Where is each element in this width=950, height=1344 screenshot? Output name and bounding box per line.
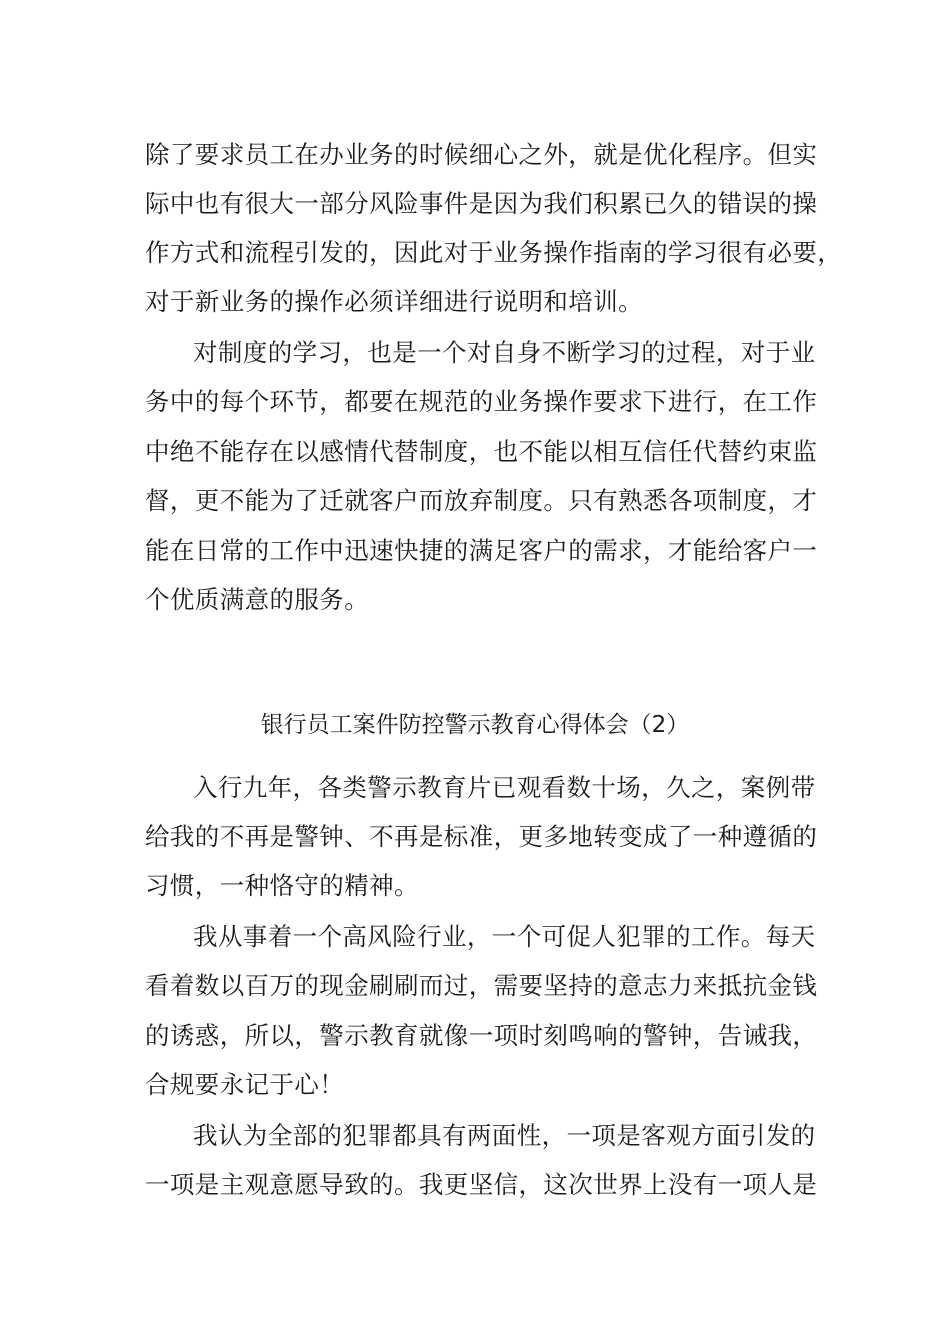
text-line: 入行九年，各类警示教育片已观看数十场，久之，案例带 [193,773,816,802]
text-line: 我认为全部的犯罪都具有两面性，一项是客观方面引发的 [193,1121,816,1150]
text-line: 合规要永记于心！ [145,1070,345,1099]
text-line: 际中也有很大一部分风险事件是因为我们积累已久的错误的操 [145,189,818,218]
text-line: 对于新业务的操作必须详细进行说明和培训。 [145,287,643,316]
text-line: 对制度的学习，也是一个对自身不断学习的过程，对于业 [193,338,816,367]
text-line: 的诱惑，所以，警示教育就像一项时刻鸣响的警钟，告诫我， [145,1021,818,1050]
section-title: 银行员工案件防控警示教育心得体会（2） [260,712,690,738]
text-line: 个优质满意的服务。 [145,585,370,614]
text-line: 务中的每个环节，都要在规范的业务操作要求下进行，在工作 [145,387,818,416]
text-line: 中绝不能存在以感情代替制度，也不能以相互信任代替约束监 [145,437,818,466]
text-line: 习惯，一种恪守的精神。 [145,871,419,900]
text-line: 督，更不能为了迁就客户而放弃制度。只有熟悉各项制度，才 [145,486,818,515]
text-line: 除了要求员工在办业务的时候细心之外，就是优化程序。但实 [145,140,818,169]
text-line: 看着数以百万的现金刷刷而过，需要坚持的意志力来抵抗金钱 [145,971,818,1000]
text-line: 一项是主观意愿导致的。我更坚信，这次世界上没有一项人是 [145,1170,818,1199]
text-line: 能在日常的工作中迅速快捷的满足客户的需求，才能给客户一 [145,536,818,565]
text-line: 我从事着一个高风险行业，一个可促人犯罪的工作。每天 [193,922,816,951]
text-line: 作方式和流程引发的，因此对于业务操作指南的学习很有必要， [145,238,843,267]
text-line: 给我的不再是警钟、不再是标准，更多地转变成了一种遵循的 [145,822,818,851]
